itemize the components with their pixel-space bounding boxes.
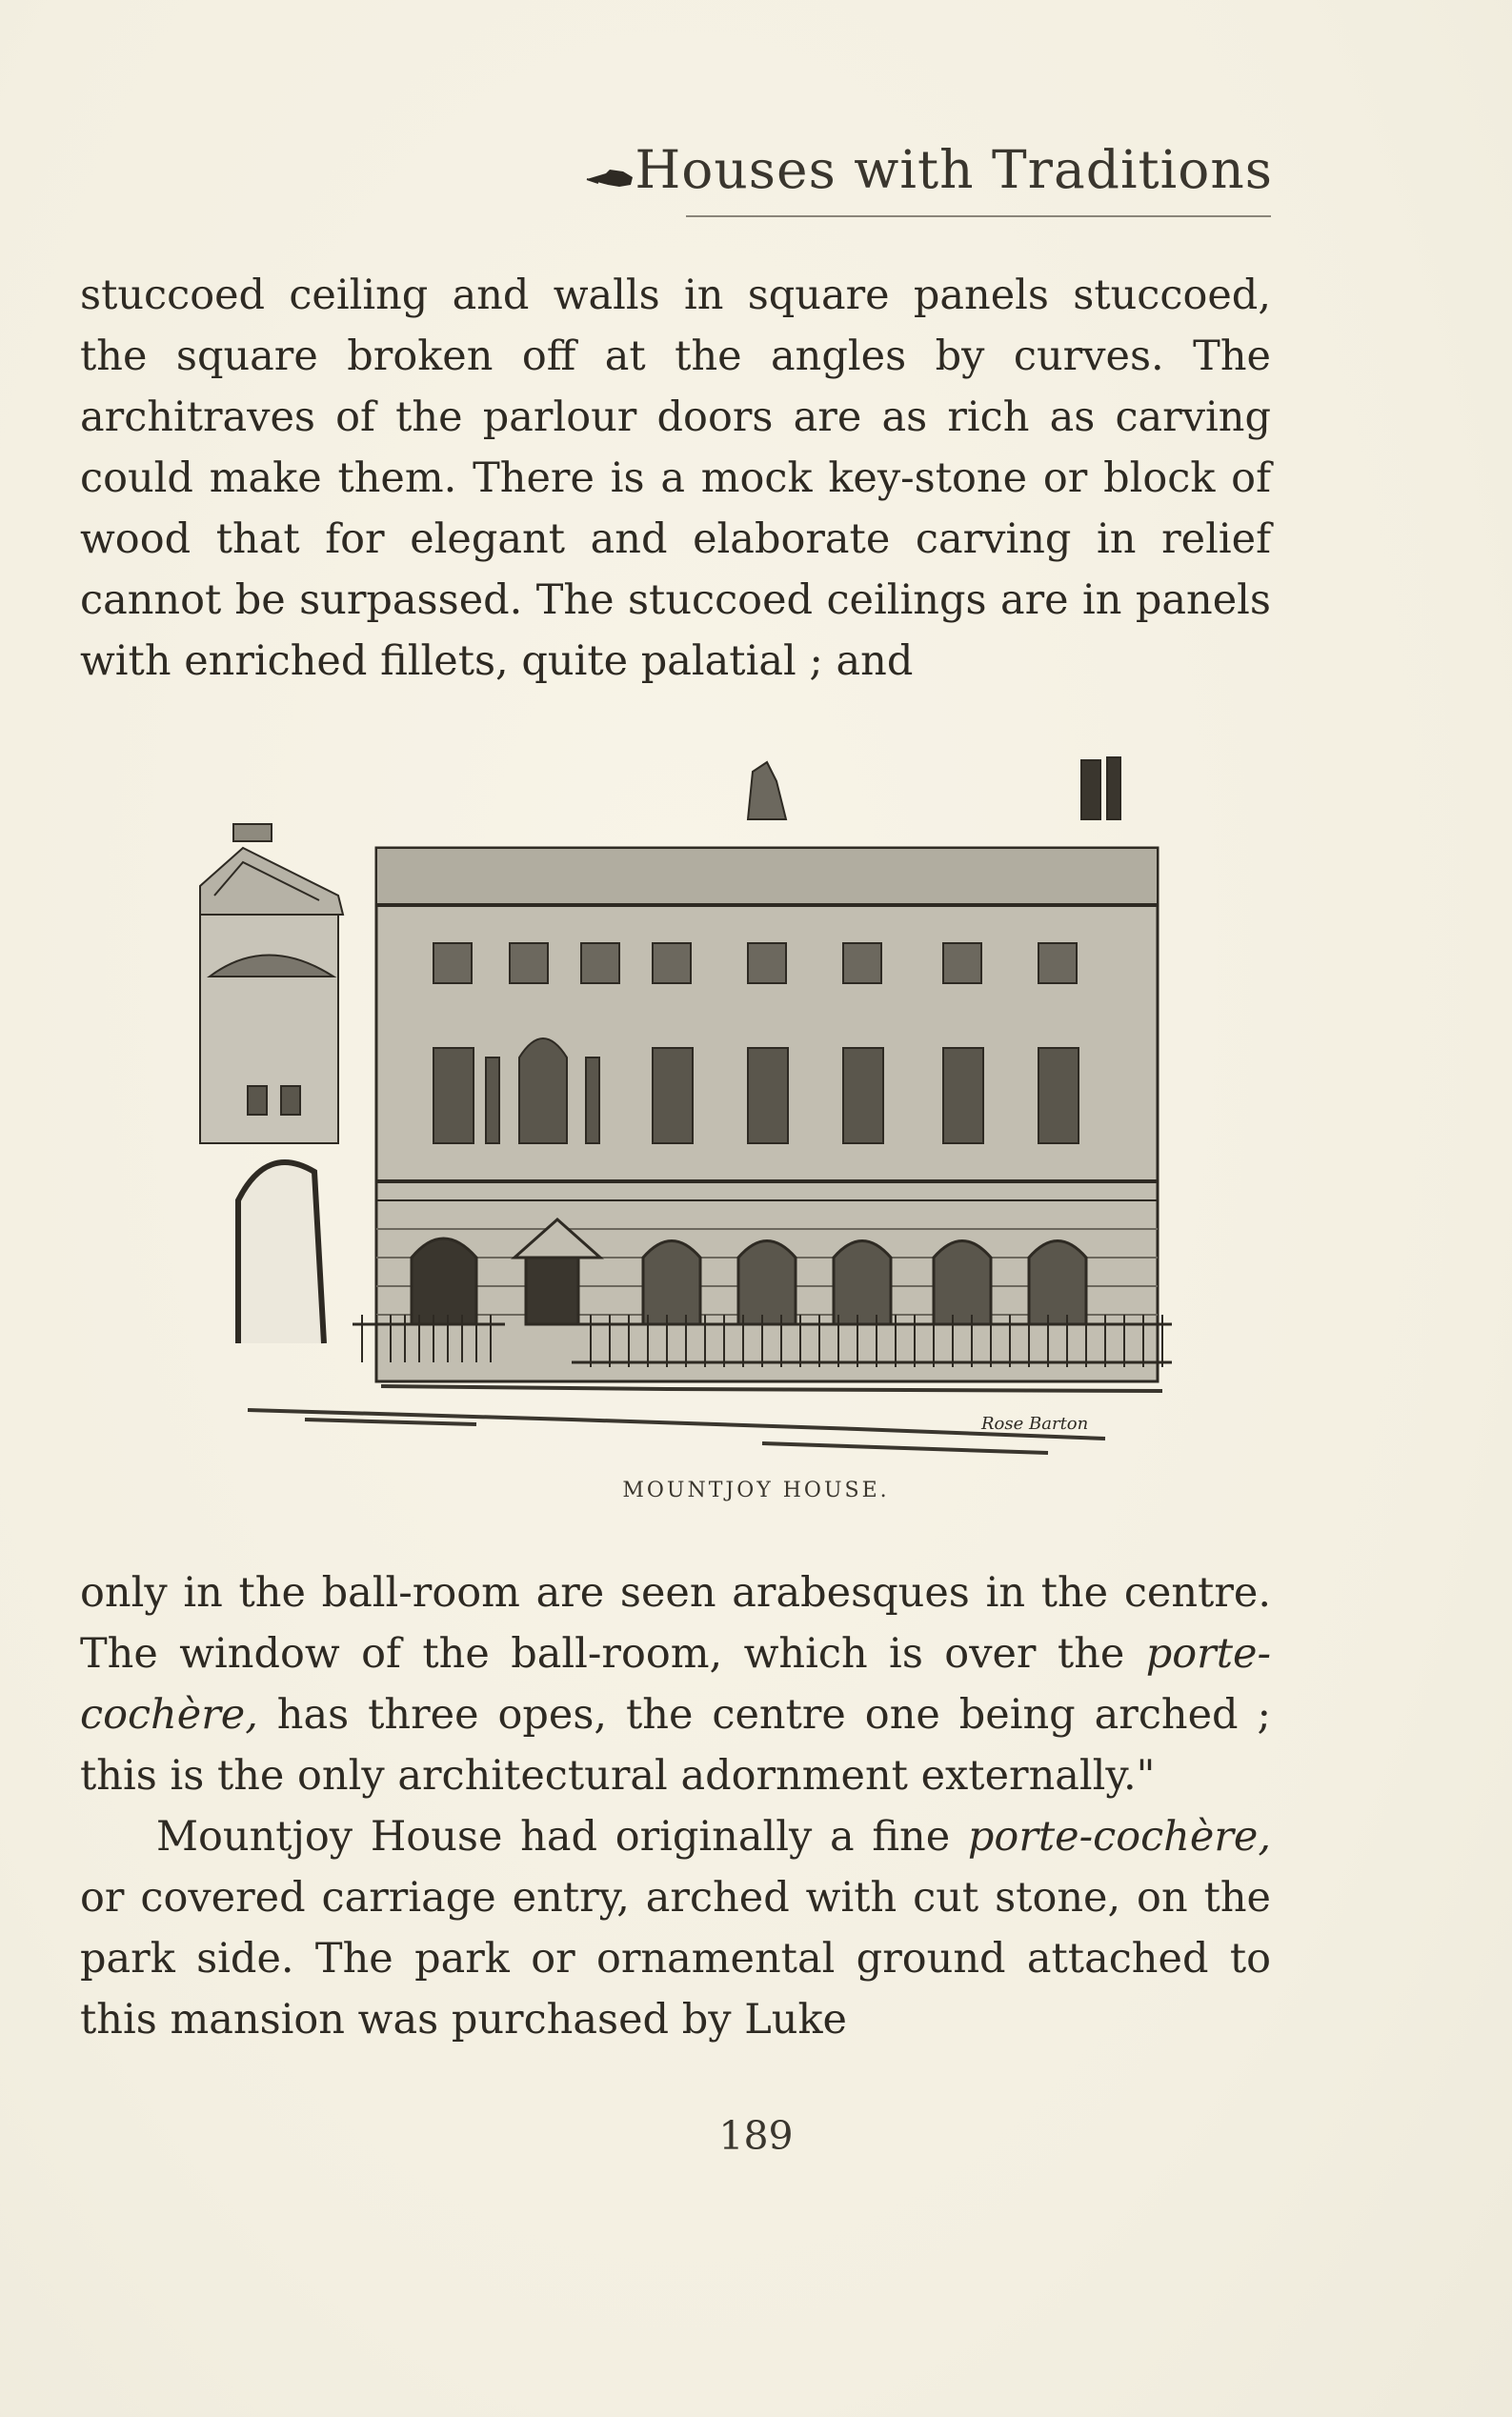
final-italic-term: porte-cochère,: [967, 1813, 1271, 1861]
continued-text-2: has three opes, the centre one being arched ; this is the only architectural adornment externally.": [80, 1691, 1271, 1800]
final-text-2: or covered carriage entry, arched with cut stone, on the park side. The park or ornamental ground attached to this mansion was purchased by Luke: [80, 1874, 1271, 2044]
pointing-hand-icon: [585, 164, 638, 192]
running-head-title: Houses with Traditions: [635, 139, 1273, 200]
artist-signature: Rose Barton: [981, 1414, 1089, 1434]
continued-italic-term: porte-cochère,: [80, 1630, 1271, 1739]
running-head: [572, 133, 1277, 219]
final-text-1: Mountjoy House had originally a fine: [156, 1813, 968, 1861]
mountjoy-house-illustration: [191, 753, 1181, 1458]
final-paragraph: [80, 1806, 1271, 2050]
top-text-block: [80, 265, 1271, 692]
bottom-text-block: [80, 1562, 1271, 2050]
figure-caption: MOUNTJOY HOUSE.: [622, 1479, 890, 1502]
running-head-rule: [686, 215, 1271, 217]
continued-paragraph: [80, 1562, 1271, 1806]
top-paragraph: stuccoed ceiling and walls in square panels stuccoed, the square broken off at the angles by curves. The architraves of the parlour doors are as rich as carving could make them. There is a mock key-stone or block of wood that for elegant and elaborate carving in relief cannot be surpassed. The stuccoed ceilings are in panels with enriched fillets, quite palatial ; and: [80, 272, 1271, 685]
page-number: 189: [718, 2113, 794, 2159]
continued-text-1: only in the ball-room are seen arabesques in the centre. The window of the ball-room, which is over the: [80, 1569, 1271, 1678]
